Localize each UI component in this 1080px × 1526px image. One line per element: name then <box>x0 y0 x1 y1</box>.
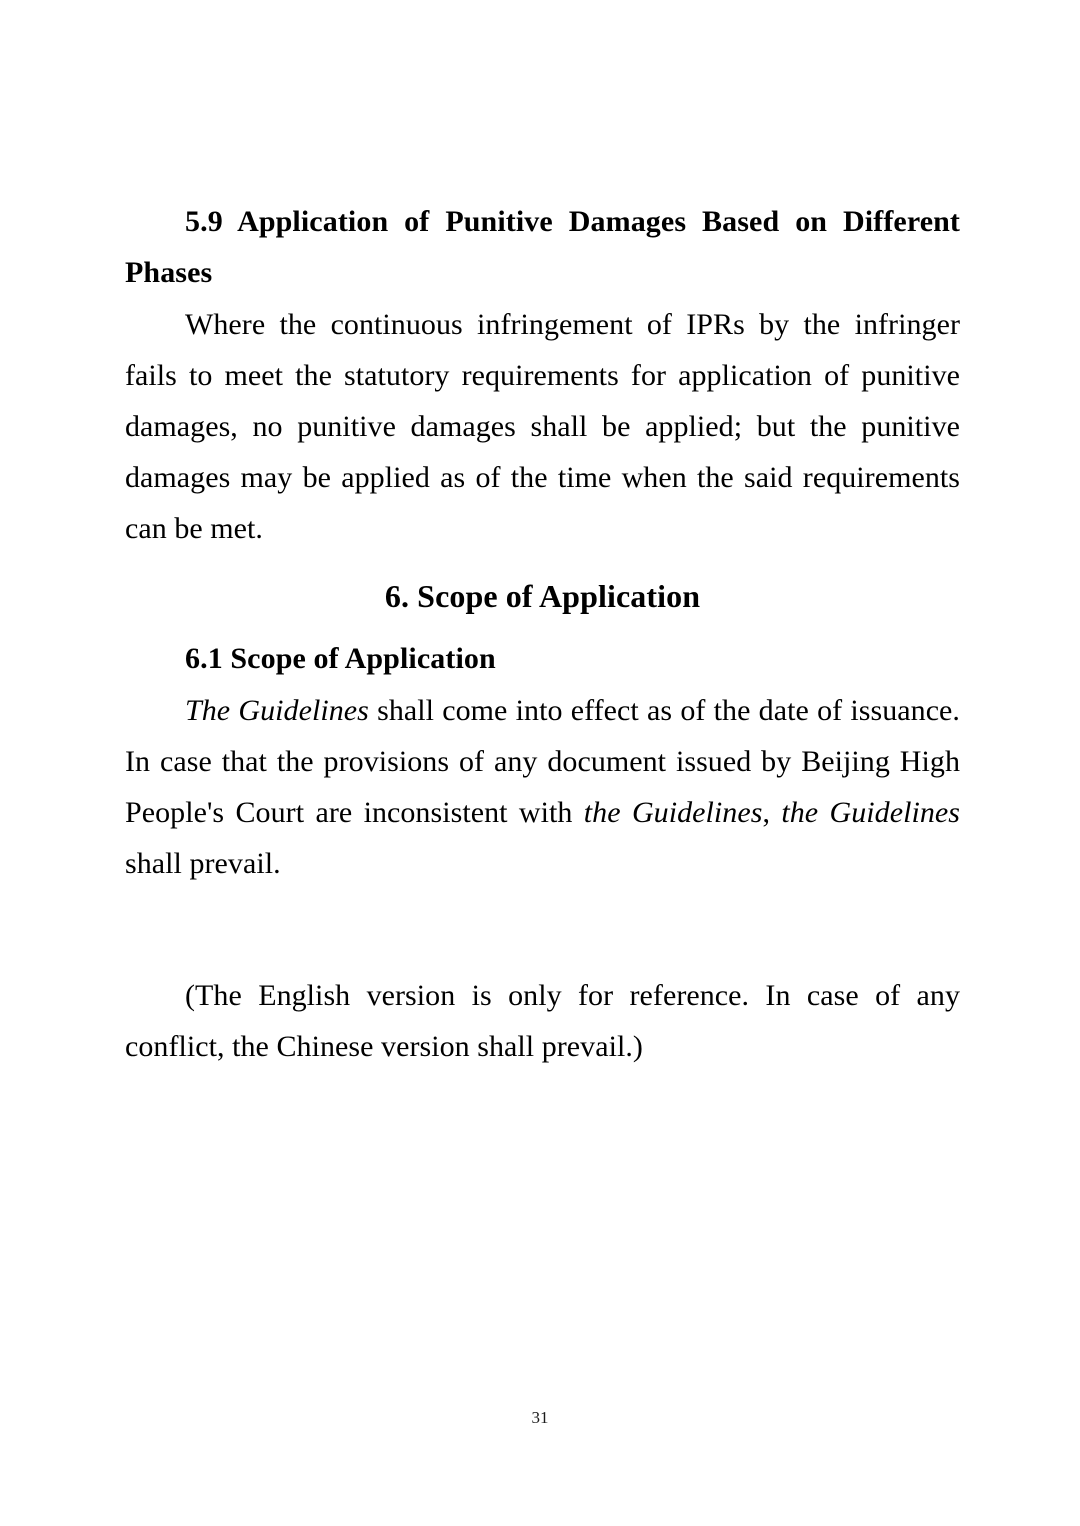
emphasis-the-guidelines-1: The Guidelines <box>185 694 369 727</box>
document-text-column <box>125 196 960 1072</box>
paragraph-6-1-run-6: shall prevail. <box>125 847 281 880</box>
heading-6: 6. Scope of Application <box>384 578 701 614</box>
emphasis-the-guidelines-2: the Guidelines <box>583 796 763 829</box>
paragraph-translation-note: (The English version is only for reference. In case of any conflict, the Chinese version shall prevail.) <box>125 979 960 1063</box>
paragraph-6-1-body <box>125 685 960 889</box>
page-number: 31 <box>531 1408 549 1427</box>
paragraph-5-9-body: Where the continuous infringement of IPRs by the infringer fails to meet the statutory requirements for application of punitive damages, no punitive damages shall be applied; but the punitive damages may be applied as of the time when the said requirements can be met. <box>125 308 960 545</box>
emphasis-the-guidelines-3: the Guidelines <box>781 796 961 829</box>
heading-5-9: 5.9 Application of Punitive Damages Based on Different Phases <box>125 205 960 289</box>
heading-6-1: 6.1 Scope of Application <box>185 642 496 675</box>
paragraph-6-1-run-4: , <box>762 796 782 829</box>
paragraph-6-1-run-2: shall come into effect as of the date of issuance. In case that the provisions of any document issued by Beijing High People's Court are inconsistent with <box>125 694 960 829</box>
